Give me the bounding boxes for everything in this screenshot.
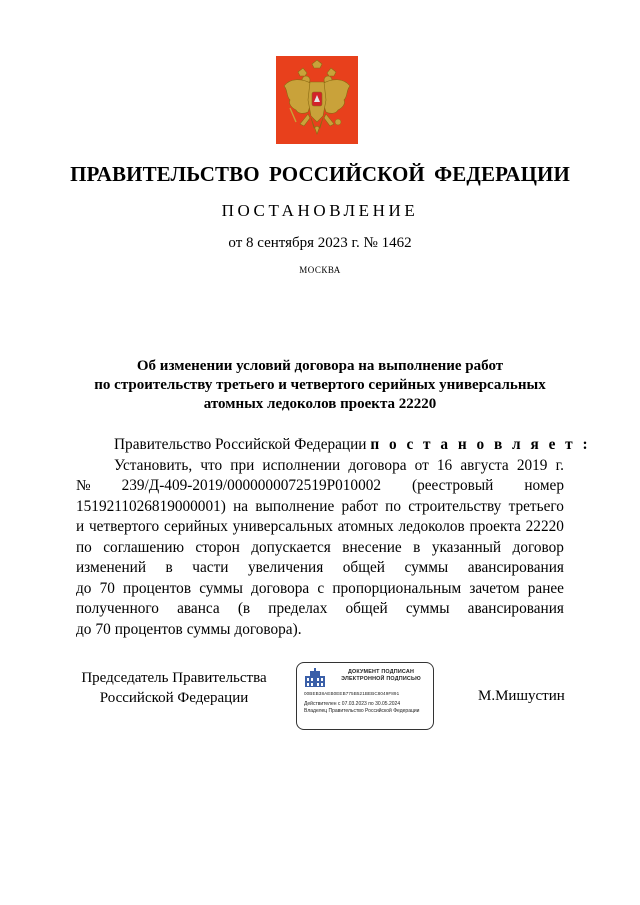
word: в — [165, 559, 173, 576]
subject-line: по строительству третьего и четвертого серийных универсальных — [94, 377, 546, 393]
electronic-signature-stamp — [296, 662, 434, 730]
stamp-heading-line: ДОКУМЕНТ ПОДПИСАН — [347, 669, 415, 675]
word: ранее — [527, 579, 564, 597]
signatory-name: М.Мишустин — [478, 688, 565, 704]
word: августа — [460, 456, 509, 474]
word: полученного — [76, 600, 159, 617]
word: допускается — [251, 538, 331, 556]
government-building-icon — [304, 668, 326, 688]
word: по — [385, 497, 402, 515]
word: что — [200, 456, 223, 474]
paragraph-line — [76, 538, 564, 559]
document-date-number: от 8 сентября 2023 г. № 1462 — [228, 235, 412, 251]
word: соглашению — [103, 538, 184, 556]
word: четвертого — [88, 518, 160, 535]
word: на — [233, 497, 249, 515]
decree-subject — [60, 357, 580, 414]
word: пределах — [268, 600, 328, 617]
word: договора — [251, 579, 310, 597]
decree-paragraph — [76, 456, 564, 641]
word: строительству — [408, 497, 502, 515]
word: общей — [345, 600, 388, 617]
word: (в — [237, 600, 251, 617]
word: от — [414, 456, 429, 474]
word: договора — [348, 456, 407, 474]
word: при — [230, 456, 255, 474]
position-line: Российской Федерации — [99, 690, 249, 706]
word: 70 — [95, 620, 111, 638]
paragraph-line — [76, 579, 564, 600]
word: проекта — [469, 518, 521, 535]
stamp-heading-line: ЭЛЕКТРОННОЙ ПОДПИСЬЮ — [341, 676, 421, 682]
word: суммы — [186, 620, 231, 638]
paragraph-line — [76, 599, 564, 620]
document-type: ПОСТАНОВЛЕНИЕ — [221, 201, 419, 220]
signatory-position — [74, 668, 274, 708]
word: 22220 — [525, 518, 564, 535]
word: (реестровый — [411, 477, 494, 494]
decree-body — [76, 435, 591, 640]
position-line: Председатель Правительства — [81, 670, 267, 686]
word: по — [76, 538, 92, 556]
word: выполнение — [255, 497, 335, 515]
subject-line: Об изменении условий договора на выполнение работ — [136, 358, 504, 374]
word: договора). — [234, 620, 302, 638]
word: увеличения — [247, 559, 324, 576]
stamp-certificate: 00BEB38AEB0EEB775B521BEBC8049F891 — [304, 691, 400, 696]
intro-prefix: Правительство Российской Федерации — [114, 436, 367, 453]
word: третьего — [508, 497, 564, 515]
word: 2019 — [516, 456, 548, 474]
document-city: МОСКВА — [299, 265, 341, 275]
word: в — [413, 538, 421, 556]
word: процентов — [123, 579, 192, 597]
word: номер — [524, 477, 564, 494]
word: до — [76, 620, 92, 638]
word: указанный — [431, 538, 502, 556]
word: атомных — [337, 518, 394, 535]
paragraph-line — [76, 456, 564, 477]
stamp-validity: Действителен с 07.03.2023 по 30.05.2024 — [304, 701, 401, 707]
word: исполнении — [262, 456, 341, 474]
word: процентов — [114, 620, 183, 638]
word: сторон — [195, 538, 240, 556]
word: Установить, — [114, 456, 193, 474]
word: аванса — [177, 600, 220, 617]
stamp-heading — [331, 669, 431, 683]
word: серийных — [163, 518, 228, 535]
word: 1519211026819000001) — [76, 497, 226, 515]
word: с — [317, 579, 325, 597]
word: суммы — [404, 559, 449, 576]
word: г. — [555, 456, 564, 474]
word: № — [76, 477, 91, 494]
word: авансирования — [467, 559, 564, 576]
government-title: ПРАВИТЕЛЬСТВО РОССИЙСКОЙ ФЕДЕРАЦИИ — [70, 162, 570, 186]
word: договор — [512, 538, 564, 556]
double-headed-eagle-icon — [276, 56, 358, 144]
word: и — [76, 518, 85, 535]
word: внесение — [342, 538, 402, 556]
word: пропорциональным — [332, 579, 462, 597]
coat-of-arms-emblem — [276, 56, 358, 144]
paragraph-line — [76, 558, 564, 579]
word: зачетом — [469, 579, 520, 597]
decree-verb: п о с т а н о в л я е т : — [370, 436, 591, 453]
word: 16 — [436, 456, 453, 474]
word: части — [192, 559, 229, 576]
word: ледоколов — [398, 518, 465, 535]
word: 239/Д-409-2019/0000000072519Р010002 — [121, 477, 382, 494]
word: общей — [342, 559, 385, 576]
paragraph-line — [76, 497, 564, 518]
paragraph-line — [76, 620, 564, 641]
paragraph-line — [76, 476, 564, 497]
word: до — [76, 579, 92, 597]
word: авансирования — [467, 600, 564, 617]
word: изменений — [76, 559, 147, 576]
word: суммы — [405, 600, 450, 617]
subject-line: атомных ледоколов проекта 22220 — [203, 396, 437, 412]
decree-intro — [76, 435, 591, 456]
word: универсальных — [232, 518, 333, 535]
stamp-owner: Владелец Правительство Российской Федерации — [304, 708, 420, 714]
paragraph-line — [76, 517, 564, 538]
word: работ — [341, 497, 378, 515]
word: 70 — [99, 579, 115, 597]
word: суммы — [199, 579, 243, 597]
